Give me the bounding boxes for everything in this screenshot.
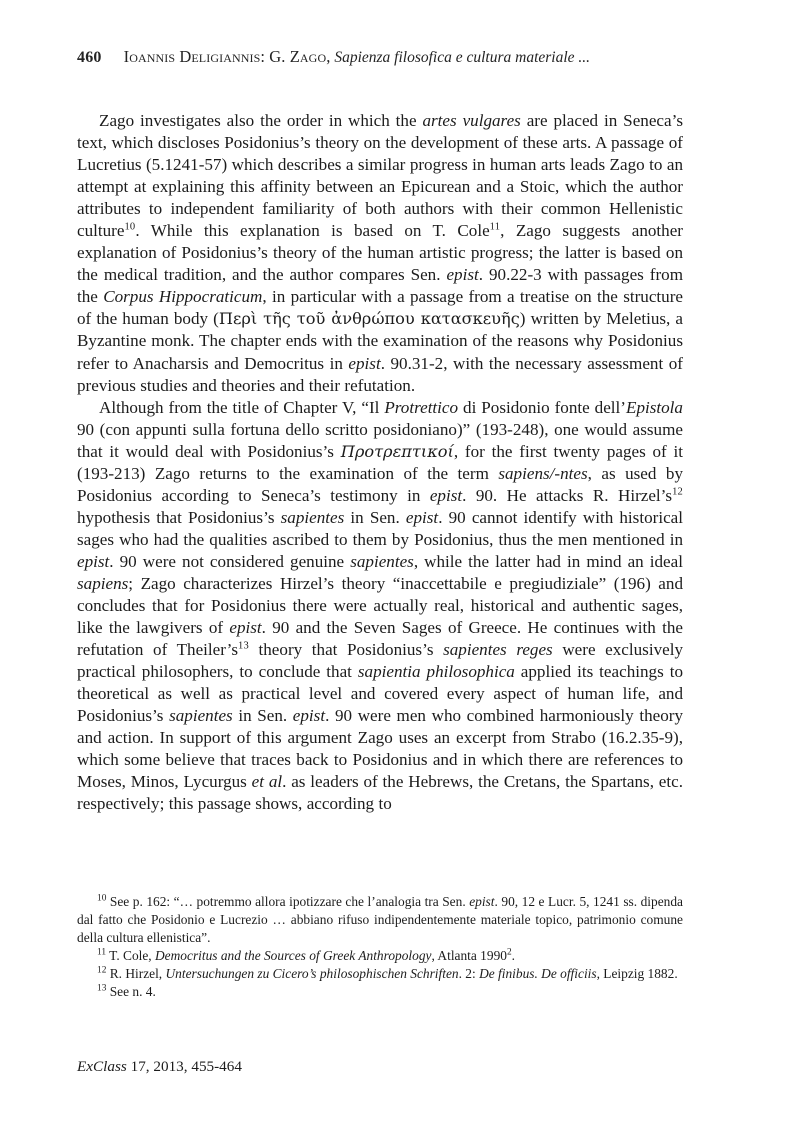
footnote-number-11: 11: [97, 947, 107, 958]
fn10-seg-2: . 90, 12 e Lucr. 5, 1241 ss. dipenda dal fatto che Posidonio e Lucrezio … abbiano rifuso indipendentemente materiale topico, patrimonio comune della cultura ellenistica”.: [77, 894, 684, 945]
footnote-item-11: [77, 947, 683, 965]
footnote-number-13: 13: [97, 983, 107, 994]
p2-seg-2: di Posidonio fonte dell’: [458, 397, 626, 417]
fn10-seg-1: See p. 162: “… potremmo allora ipotizzare che l’analogia tra Sen.: [106, 894, 470, 909]
p2-seg-8: in Sen.: [344, 507, 406, 527]
body-text-column: [77, 110, 683, 816]
footnote-number-12: 12: [97, 965, 107, 976]
p1-italic-artes-vulgares: artes vulgares: [422, 111, 521, 130]
p1-seg-6: , in particular with a passage from a treatise on the structure of the human body (: [77, 287, 684, 329]
p1-seg-8: . 90.31-2, with the necessary assessment of previous studies and theories and their refutation.: [77, 353, 683, 395]
p2-seg-11: , while the latter had in mind an ideal: [413, 551, 683, 571]
p1-seg-2: are placed in Seneca’s text, which discloses Posidonius’s theory on the development of these arts. A passage of Lucretius (5.1241-57) which describes a similar progress in human arts leads Zago to an attempt at explaining this affinity between an Epicurean and a Stoic, which the author attributes to independent familiarity of both authors with their common Hellenistic culture: [77, 111, 683, 241]
p2-seg-1: Although from the title of Chapter V, “Il: [99, 397, 385, 417]
p2-italic-epist-4: epist: [229, 618, 262, 638]
p1-seg-1: Zago investigates also the order in which the: [99, 111, 423, 130]
page-footer: [77, 1057, 242, 1077]
p1-greek-peri-tes-tou-anthropou: Περὶ τῆς τοῦ ἀνθρώπου κατασκευῆς: [218, 309, 520, 329]
paragraph-1: [77, 110, 683, 397]
footnote-ref-12[interactable]: 12: [672, 486, 683, 498]
p2-seg-6: . 90. He attacks R. Hirzel’s: [462, 485, 673, 505]
fn12-seg-1: R. Hirzel,: [106, 965, 166, 981]
journal-name: ExClass: [77, 1058, 127, 1075]
p2-seg-15: were exclusively practical philosophers, to conclude that: [77, 640, 683, 682]
p2-italic-epist-2: epist: [405, 507, 439, 527]
p2-italic-epist-5: epist: [292, 706, 326, 726]
p2-seg-3: 90 (con appunti sulla fortuna dello scritto posidoniano)” (193-248), one would assume that it would deal with Posidonius’s: [77, 419, 683, 461]
fn11-seg-1: T. Cole,: [106, 947, 156, 963]
p1-italic-epist-2: epist: [348, 353, 381, 373]
p1-seg-5: . 90.22-3 with passages from the: [77, 265, 683, 307]
fn11-seg-2: , Atlanta 1990: [431, 947, 507, 963]
footnote-apparatus: [77, 893, 683, 1000]
p2-seg-10: . 90 were not considered genuine: [109, 551, 351, 571]
fn12-seg-3: , Leipzig 1882.: [596, 965, 678, 981]
running-head: [77, 47, 683, 68]
p2-italic-sapientes-reges: sapientes reges: [443, 640, 553, 660]
footnote-item-12: [77, 965, 683, 983]
fn11-italic-book-title: Democritus and the Sources of Greek Anthropology: [155, 947, 432, 963]
p2-italic-sapientia-philosophica: sapientia philosophica: [357, 662, 515, 682]
p2-italic-sapiens: sapiens: [77, 573, 129, 593]
footnote-number-10: 10: [97, 893, 107, 904]
fn11-edition-superscript: 2: [506, 947, 512, 958]
fn12-italic-book-title: Untersuchungen zu Cicero’s philosophischen Schriften: [165, 965, 459, 981]
p2-seg-9: . 90 cannot identify with historical sages who had the qualities ascribed to them by Posidonius, thus the men mentioned in: [77, 507, 683, 549]
p2-seg-18: . 90 were men who combined harmoniously theory and action. In support of this argument Zago uses an excerpt from Strabo (16.2.35-9), which some believe that traces back to Posidonius and in which there are references to Moses, Minos, Lycurgus: [77, 706, 683, 792]
p2-italic-epistola: Epistola: [626, 397, 683, 417]
footnote-item-10: [77, 893, 683, 947]
p2-italic-sapiens-ntes: sapiens/-ntes: [498, 463, 588, 483]
fn12-italic-volume-title: De finibus. De officiis: [479, 965, 597, 981]
p1-italic-epist-1: epist: [446, 265, 479, 285]
fn11-seg-3: .: [511, 947, 516, 963]
p2-seg-19: . as leaders of the Hebrews, the Cretans, the Spartans, etc. respectively; this passage shows, according to: [77, 772, 683, 814]
p2-seg-5: , as used by Posidonius according to Seneca’s testimony in: [77, 463, 683, 505]
p2-italic-epist-3: epist: [77, 551, 110, 571]
fn13-seg-1: See n. 4.: [106, 983, 156, 999]
fn12-seg-2: . 2:: [458, 965, 480, 981]
p2-seg-12: ; Zago characterizes Hirzel’s theory “inaccettabile e pregiudiziale” (196) and concludes that for Posidonius there were actually real, historical and authentic sages, like the lawgivers of: [77, 573, 683, 638]
p2-seg-7: hypothesis that Posidonius’s: [77, 507, 281, 527]
paragraph-2: [77, 397, 683, 816]
p2-seg-17: in Sen.: [232, 706, 293, 726]
p2-italic-sapientes-3: sapientes: [169, 706, 233, 726]
p1-seg-3: . While this explanation is based on T. Cole: [135, 221, 490, 241]
running-head-title: Sapienza filosofica e cultura materiale ...: [334, 49, 591, 66]
footnote-ref-10[interactable]: 10: [124, 221, 136, 233]
p2-italic-epist-1: epist: [429, 485, 463, 505]
p2-italic-sapientes-2: sapientes: [350, 551, 414, 571]
p2-italic-sapientes-1: sapientes: [280, 507, 345, 527]
page-folio-number: 460: [77, 49, 102, 66]
p1-seg-4: , Zago suggests another explanation of Posidonius’s theory of the human artistic progress; the latter is based on the medical tradition, and the author compares Sen.: [77, 221, 683, 285]
footnote-ref-13[interactable]: 13: [238, 640, 249, 652]
footnote-ref-11[interactable]: 11: [489, 221, 501, 233]
p2-seg-13: . 90 and the Seven Sages of Greece. He continues with the refutation of Theiler’s: [77, 618, 683, 660]
p2-seg-16: applied its teachings to theoretical as well as practical level and covered every aspect of human life, and Posidonius’s: [77, 662, 683, 726]
p1-seg-7: ) written by Meletius, a Byzantine monk. The chapter ends with the examination of the reasons why Posidonius refer to Anacharsis and Democritus in: [77, 309, 683, 373]
p2-greek-protreptikoi: Προτρεπτικοί: [340, 441, 454, 461]
p2-seg-14: theory that Posidonius’s: [248, 640, 444, 660]
fn10-italic-epist: epist: [469, 894, 495, 909]
p2-seg-4: , for the first twenty pages of it (193-213) Zago returns to the examination of the term: [77, 441, 684, 483]
p2-italic-et-al: et al: [251, 772, 283, 792]
p2-italic-protrettico: Protrettico: [384, 397, 459, 417]
journal-citation: 17, 2013, 455-464: [126, 1058, 242, 1075]
p1-italic-corpus-hippocraticum: Corpus Hippocraticum: [103, 287, 263, 307]
running-head-author: Ioannis Deligiannis: G. Zago,: [123, 47, 331, 66]
footnote-item-13: [77, 983, 683, 1001]
